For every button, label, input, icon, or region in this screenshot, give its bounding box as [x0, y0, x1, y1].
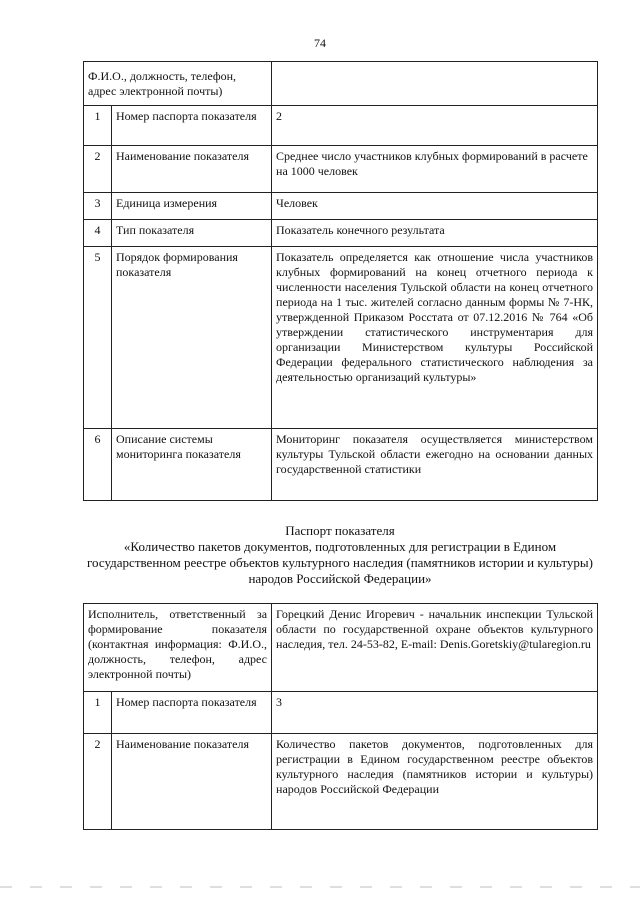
table-row — [84, 193, 598, 220]
contact-value: Горецкий Денис Игоревич - начальник инспекции Тульской области по государственной охране объектов культурного наследия, тел. 24-53-82, E-mail: Denis.Goretskiy@tularegion.ru — [272, 604, 598, 692]
contact-value — [272, 62, 598, 106]
row-number: 2 — [84, 146, 112, 193]
row-label: Описание системы мониторинга показателя — [112, 429, 272, 501]
indicator-passport-table-2 — [83, 603, 598, 830]
passport-heading — [83, 523, 597, 587]
row-label: Тип показателя — [112, 220, 272, 247]
row-number: 5 — [84, 247, 112, 429]
contact-label: Ф.И.О., должность, телефон, адрес электронной почты) — [84, 62, 272, 106]
row-value: Среднее число участников клубных формирований в расчете на 1000 человек — [272, 146, 598, 193]
row-value: 3 — [272, 692, 598, 734]
row-label: Порядок формирования показателя — [112, 247, 272, 429]
section-subtitle: «Количество пакетов документов, подготовленных для регистрации в Едином государственном реестре объектов культурного наследия (памятников истории и культуры) народов Российской Федерации» — [87, 539, 593, 586]
row-value: Количество пакетов документов, подготовленных для регистрации в Едином государственном реестре объектов культурного наследия (памятников истории и культуры) народов Российской Федерации — [272, 734, 598, 830]
row-value: Показатель конечного результата — [272, 220, 598, 247]
row-number: 2 — [84, 734, 112, 830]
row-number: 6 — [84, 429, 112, 501]
contact-label: Исполнитель, ответственный за формирование показателя (контактная информация: Ф.И.О., должность, телефон, адрес электронной почты) — [84, 604, 272, 692]
row-label: Наименование показателя — [112, 734, 272, 830]
table-row — [84, 146, 598, 193]
table-row-contact — [84, 604, 598, 692]
row-number: 3 — [84, 193, 112, 220]
row-number: 4 — [84, 220, 112, 247]
row-value: Мониторинг показателя осуществляется министерством культуры Тульской области ежегодно на основании данных государственной статистики — [272, 429, 598, 501]
table-row — [84, 220, 598, 247]
table-row — [84, 106, 598, 146]
row-label: Номер паспорта показателя — [112, 106, 272, 146]
row-value: Показатель определяется как отношение числа участников клубных формирований на конец отчетного периода к численности населения Тульской области на конец отчетного периода на 1 тыс. жителей согласно данным формы № 7-НК, утвержденной Приказом Росстата от 07.12.2016 № 764 «Об утверждении статистического инструментария для организации Министерством культуры Российской Федерации федерального статистического наблюдения за деятельностью организаций культуры» — [272, 247, 598, 429]
table-row — [84, 429, 598, 501]
row-value: Человек — [272, 193, 598, 220]
row-label: Единица измерения — [112, 193, 272, 220]
row-number: 1 — [84, 692, 112, 734]
section-title: Паспорт показателя — [285, 523, 395, 538]
table-row-contact — [84, 62, 598, 106]
table-row — [84, 247, 598, 429]
row-label: Наименование показателя — [112, 146, 272, 193]
row-value: 2 — [272, 106, 598, 146]
indicator-passport-table-1 — [83, 61, 598, 501]
table-row — [84, 692, 598, 734]
row-number: 1 — [84, 106, 112, 146]
table-row — [84, 734, 598, 830]
page-number: 74 — [314, 36, 326, 50]
scan-artifact-line — [0, 886, 640, 888]
row-label: Номер паспорта показателя — [112, 692, 272, 734]
